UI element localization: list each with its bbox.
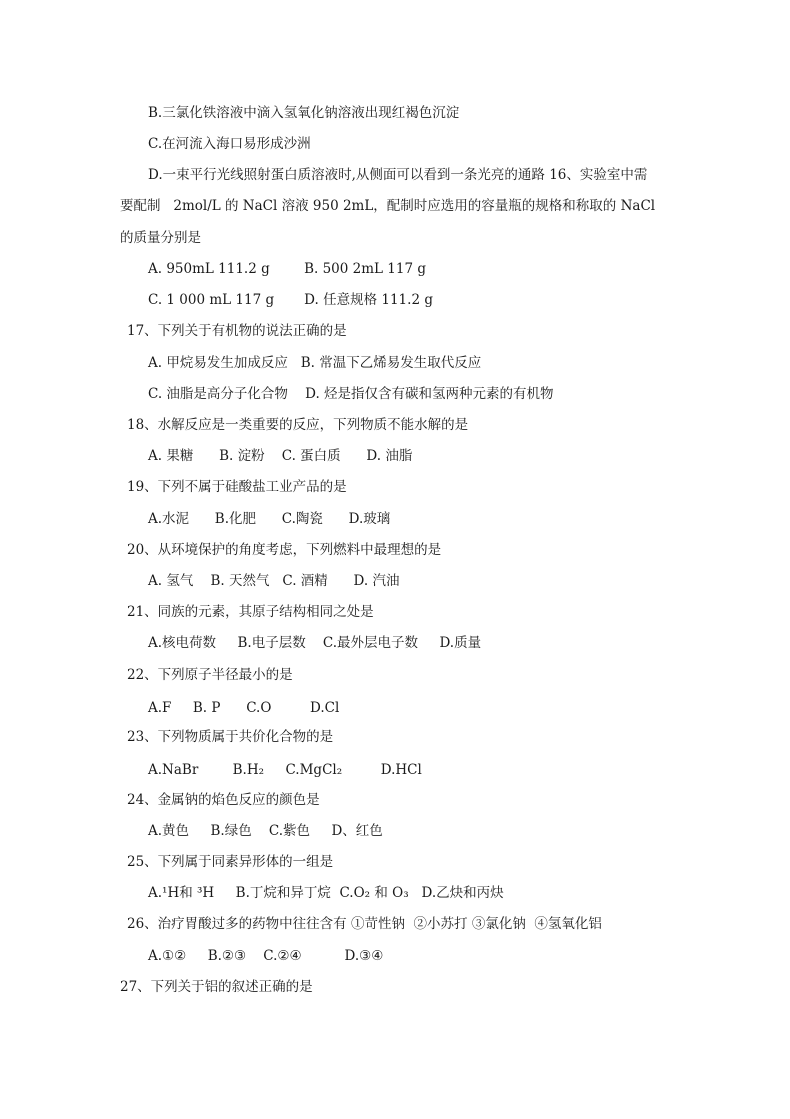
- q25-options: A.¹H和 ³H B.丁烷和异丁烷 C.O₂ 和 O₃ D.乙炔和丙炔: [148, 885, 504, 901]
- q21-options: A.核电荷数 B.电子层数 C.最外层电子数 D.质量: [148, 635, 482, 651]
- q16-option-b: B.三氯化铁溶液中滴入氢氧化钠溶液出现红褐色沉淀: [148, 105, 460, 121]
- q16-stem-line2: 要配制 2mol/L 的 NaCl 溶液 950 2mL，配制时应选用的容量瓶的规格和称取的 NaCl: [120, 198, 656, 214]
- q27-stem: 27、下列关于铝的叙述正确的是: [120, 979, 313, 995]
- q24-options: A.黄色 B.绿色 C.紫色 D、红色: [148, 823, 383, 839]
- q23-options: A.NaBr B.H₂ C.MgCl₂ D.HCl: [148, 762, 422, 778]
- q16-options-row1: A. 950mL 111.2 g B. 500 2mL 117 g: [148, 261, 426, 277]
- q25-stem: 25、下列属于同素异形体的一组是: [127, 854, 334, 870]
- q19-stem: 19、下列不属于硅酸盐工业产品的是: [127, 479, 347, 495]
- q17-options-row1: A. 甲烷易发生加成反应 B. 常温下乙烯易发生取代反应: [148, 355, 482, 371]
- q20-options: A. 氢气 B. 天然气 C. 酒精 D. 汽油: [148, 573, 400, 589]
- q26-stem: 26、治疗胃酸过多的药物中往往含有 ①苛性钠 ②小苏打 ③氯化钠 ④氢氧化铝: [127, 916, 602, 932]
- q18-stem: 18、水解反应是一类重要的反应，下列物质不能水解的是: [127, 417, 469, 433]
- q22-options: A.F B. P C.O D.Cl: [148, 700, 340, 716]
- q17-options-row2: C. 油脂是高分子化合物 D. 烃是指仅含有碳和氢两种元素的有机物: [148, 386, 554, 402]
- q24-stem: 24、金属钠的焰色反应的颜色是: [127, 792, 320, 808]
- q16-stem-line3: 的质量分别是: [120, 230, 201, 246]
- q19-options: A.水泥 B.化肥 C.陶瓷 D.玻璃: [148, 511, 391, 527]
- q26-options: A.①② B.②③ C.②④ D.③④: [148, 948, 384, 964]
- q21-stem: 21、同族的元素，其原子结构相同之处是: [127, 604, 374, 620]
- q23-stem: 23、下列物质属于共价化合物的是: [127, 729, 334, 745]
- q16-options-row2: C. 1 000 mL 117 g D. 任意规格 111.2 g: [148, 292, 433, 308]
- q22-stem: 22、下列原子半径最小的是: [127, 667, 293, 683]
- q17-stem: 17、下列关于有机物的说法正确的是: [127, 323, 347, 339]
- q16-option-d: D.一束平行光线照射蛋白质溶液时,从侧面可以看到一条光亮的通路 16、实验室中需: [148, 167, 648, 183]
- q16-option-c: C.在河流入海口易形成沙洲: [148, 136, 311, 152]
- q20-stem: 20、从环境保护的角度考虑，下列燃料中最理想的是: [127, 542, 442, 558]
- q18-options: A. 果糖 B. 淀粉 C. 蛋白质 D. 油脂: [148, 448, 413, 464]
